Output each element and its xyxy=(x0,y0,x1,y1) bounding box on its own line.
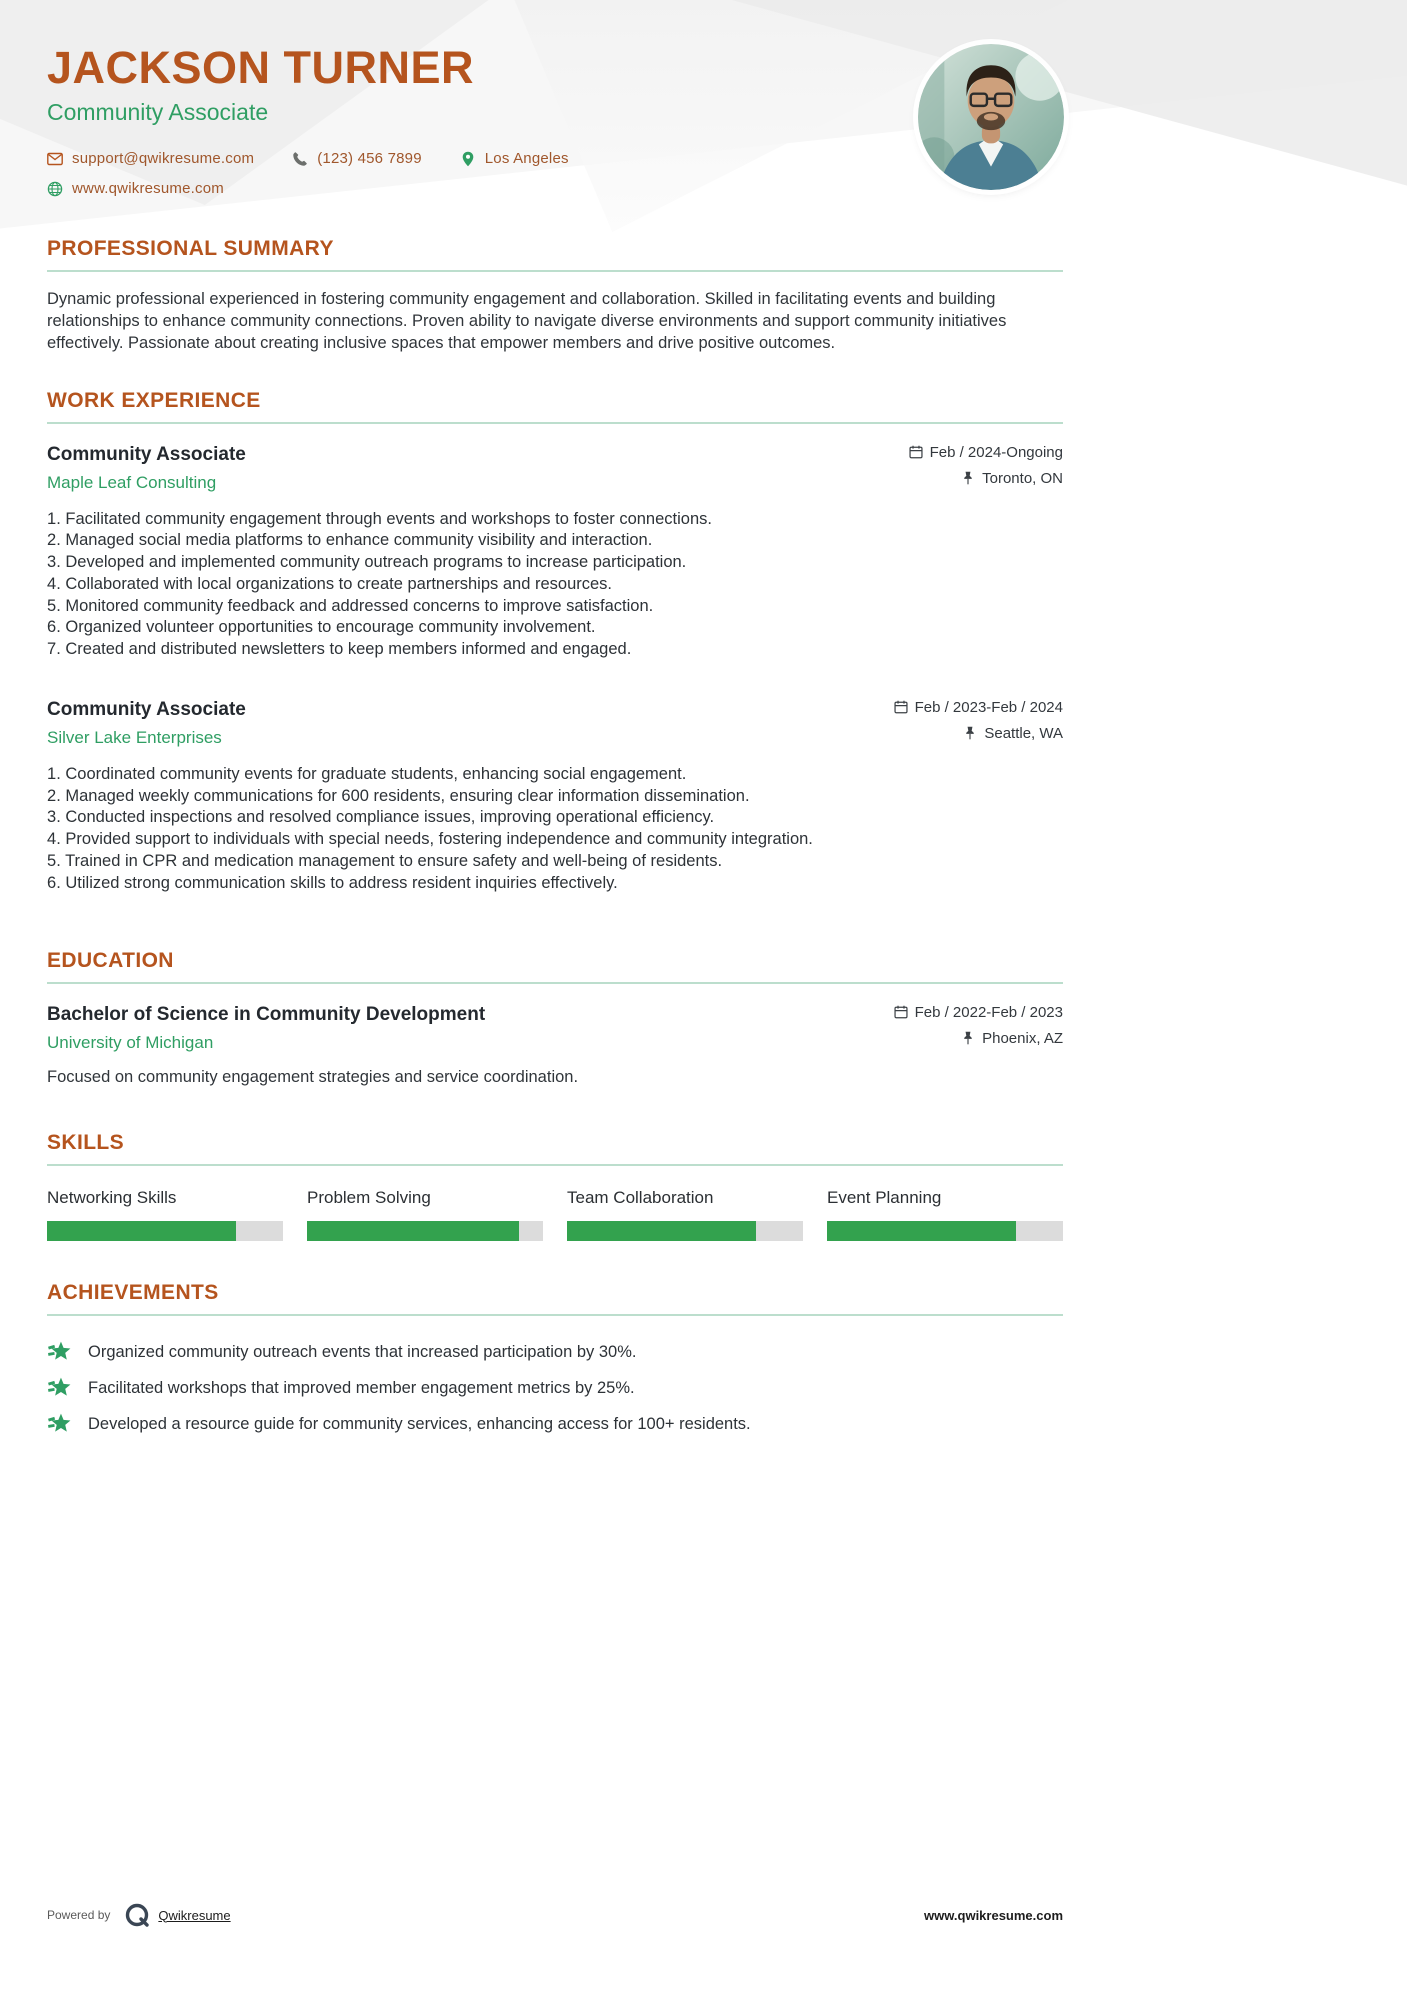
pushpin-icon xyxy=(961,1031,975,1045)
email-contact[interactable] xyxy=(47,150,254,167)
candidate-name: JACKSON TURNER xyxy=(47,42,475,93)
candidate-role: Community Associate xyxy=(47,99,269,126)
star-badge-icon xyxy=(47,1340,72,1365)
achievement-text: Developed a resource guide for community services, enhancing access for 100+ residents. xyxy=(88,1414,751,1433)
summary-section xyxy=(47,237,1063,354)
powered-by-label: Powered by xyxy=(47,1908,111,1922)
skill-bar xyxy=(47,1221,283,1241)
job-bullets xyxy=(47,509,1063,661)
calendar-icon xyxy=(894,700,908,714)
calendar-icon xyxy=(894,1005,908,1019)
job-bullet: Organized volunteer opportunities to encourage community involvement. xyxy=(65,618,596,637)
phone-text[interactable]: (123) 456 7899 xyxy=(317,150,422,168)
job-bullet: Conducted inspections and resolved compliance issues, improving operational efficiency. xyxy=(65,808,715,827)
skill-name: Team Collaboration xyxy=(567,1187,714,1207)
skills-heading: SKILLS xyxy=(47,1131,1063,1166)
company-name: Maple Leaf Consulting xyxy=(47,472,217,492)
skill-bar xyxy=(567,1221,803,1241)
achievements-section xyxy=(47,1281,1063,1437)
footer-website: www.qwikresume.com xyxy=(924,1907,1063,1923)
skill-name: Problem Solving xyxy=(307,1187,431,1207)
job-bullet: Provided support to individuals with special needs, fostering independence and community integration. xyxy=(65,830,813,849)
job-bullet: Coordinated community events for graduate students, enhancing social engagement. xyxy=(65,764,687,783)
phone-icon xyxy=(292,151,308,167)
summary-text: Dynamic professional experienced in fostering community engagement and collaboration. Skilled in facilitating events and building relationships to enhance community connections. Proven ability to navigate diverse environments and support community initiatives effectively. Passionate about creating inclusive spaces that empower members and drive positive outcomes. xyxy=(47,290,1007,352)
education-heading: EDUCATION xyxy=(47,949,1063,984)
location-contact xyxy=(460,150,569,167)
skill-item xyxy=(567,1188,803,1241)
job-location: Toronto, ON xyxy=(909,470,1063,487)
location-text: Los Angeles xyxy=(484,150,569,168)
star-badge-icon xyxy=(47,1412,72,1437)
job-location: Seattle, WA xyxy=(894,725,1063,742)
phone-contact[interactable] xyxy=(292,150,422,167)
job-entry xyxy=(47,699,1063,895)
qwikresume-link[interactable]: Qwikresume xyxy=(158,1907,231,1923)
resume-header xyxy=(47,44,1063,197)
achievement-text: Facilitated workshops that improved member engagement metrics by 25%. xyxy=(88,1378,635,1397)
education-section xyxy=(47,949,1063,1087)
achievement-text: Organized community outreach events that increased participation by 30%. xyxy=(88,1342,637,1361)
qwikresume-logo xyxy=(124,1902,150,1928)
education-entry xyxy=(47,1004,1063,1087)
achievements-heading: ACHIEVEMENTS xyxy=(47,1281,1063,1316)
job-entry xyxy=(47,444,1063,661)
skill-name: Event Planning xyxy=(827,1187,942,1207)
summary-heading: PROFESSIONAL SUMMARY xyxy=(47,237,1063,272)
job-bullet: Created and distributed newsletters to keep members informed and engaged. xyxy=(65,640,632,659)
website-contact[interactable] xyxy=(47,180,224,197)
calendar-icon xyxy=(909,445,923,459)
website-text[interactable]: www.qwikresume.com xyxy=(72,180,224,198)
job-dates: Feb / 2024-Ongoing xyxy=(909,444,1063,461)
skill-bar-fill xyxy=(47,1221,236,1241)
email-text[interactable]: support@qwikresume.com xyxy=(72,150,255,168)
job-bullet: Developed and implemented community outreach programs to increase participation. xyxy=(65,553,687,572)
job-bullet: Managed weekly communications for 600 residents, ensuring clear information dissemination. xyxy=(65,786,750,805)
job-bullet: Collaborated with local organizations to create partnerships and resources. xyxy=(65,574,612,593)
skill-bar-fill xyxy=(827,1221,1016,1241)
globe-icon xyxy=(47,181,63,197)
profile-photo xyxy=(918,44,1064,190)
job-dates: Feb / 2023-Feb / 2024 xyxy=(894,699,1063,716)
skill-bar-fill xyxy=(567,1221,756,1241)
skills-grid xyxy=(47,1188,1063,1241)
achievement-item xyxy=(47,1376,1063,1401)
skill-name: Networking Skills xyxy=(47,1187,177,1207)
job-bullet: Facilitated community engagement through events and workshops to foster connections. xyxy=(65,509,712,528)
website-row xyxy=(47,180,1063,197)
achievement-item xyxy=(47,1412,1063,1437)
achievement-item xyxy=(47,1340,1063,1365)
skill-item xyxy=(47,1188,283,1241)
education-dates: Feb / 2022-Feb / 2023 xyxy=(894,1004,1063,1021)
education-description: Focused on community engagement strategies and service coordination. xyxy=(47,1067,579,1086)
job-bullet: Utilized strong communication skills to address resident inquiries effectively. xyxy=(65,873,618,892)
footer xyxy=(47,1902,1063,1928)
contact-row xyxy=(47,150,1063,167)
company-name: Silver Lake Enterprises xyxy=(47,727,222,747)
skill-item xyxy=(827,1188,1063,1241)
pushpin-icon xyxy=(963,726,977,740)
degree-title: Bachelor of Science in Community Development xyxy=(47,1003,486,1025)
experience-section xyxy=(47,389,1063,895)
skill-bar xyxy=(307,1221,543,1241)
skill-bar xyxy=(827,1221,1063,1241)
achievements-list xyxy=(47,1340,1063,1437)
envelope-icon xyxy=(47,151,63,167)
job-title: Community Associate xyxy=(47,698,246,720)
skill-bar-fill xyxy=(307,1221,519,1241)
job-bullet: Trained in CPR and medication management to ensure safety and well-being of residents. xyxy=(65,851,723,870)
school-name: University of Michigan xyxy=(47,1032,214,1052)
job-bullet: Managed social media platforms to enhance community visibility and interaction. xyxy=(65,531,653,550)
experience-heading: WORK EXPERIENCE xyxy=(47,389,1063,424)
skills-section xyxy=(47,1131,1063,1241)
job-title: Community Associate xyxy=(47,443,246,465)
star-badge-icon xyxy=(47,1376,72,1401)
pushpin-icon xyxy=(961,471,975,485)
job-bullet: Monitored community feedback and addressed concerns to improve satisfaction. xyxy=(65,596,654,615)
job-bullets xyxy=(47,764,1063,895)
education-location: Phoenix, AZ xyxy=(894,1030,1063,1047)
map-pin-icon xyxy=(460,151,476,167)
skill-item xyxy=(307,1188,543,1241)
